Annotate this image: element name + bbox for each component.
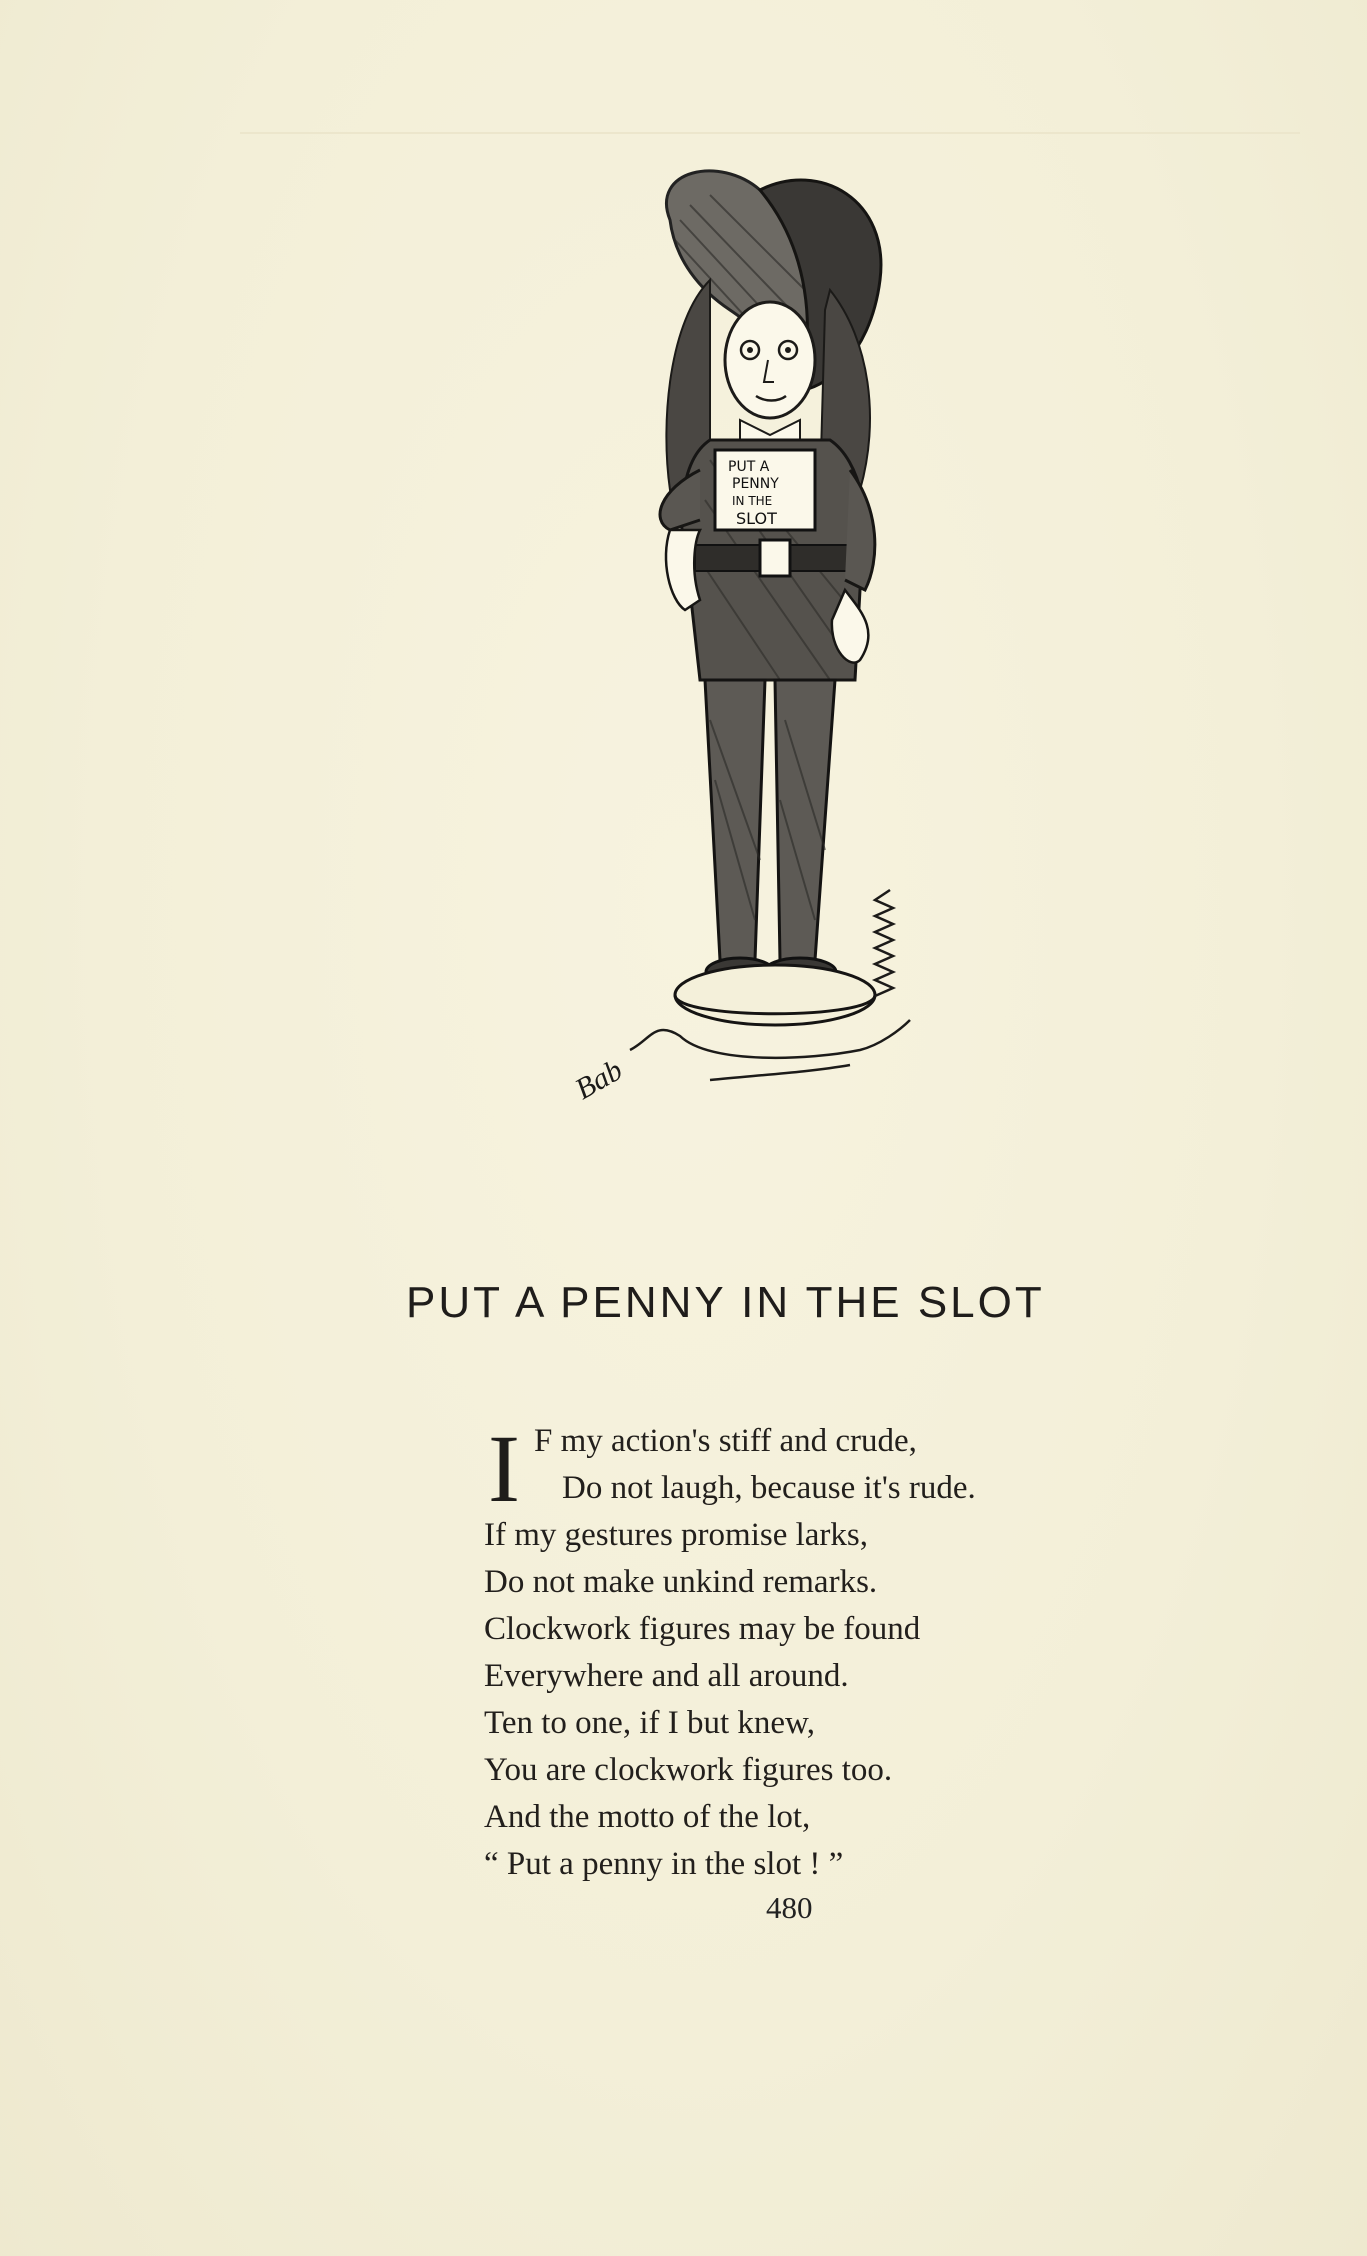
page-number: 480 — [766, 1890, 813, 1925]
poem-body — [484, 1415, 976, 1888]
poem-line-9: And the motto of the lot, — [484, 1799, 811, 1835]
poem-line-10: “ Put a penny in the slot ! ” — [484, 1846, 844, 1882]
poem-title: PUT A PENNY IN THE SLOT — [406, 1278, 1045, 1327]
sign-line-3: IN THE — [732, 494, 773, 508]
poem-line-4: Do not make unkind remarks. — [484, 1564, 878, 1600]
sign-line-1: PUT A — [728, 459, 770, 475]
penny-coin — [675, 965, 875, 1025]
poem-line-5: Clockwork figures may be found — [484, 1611, 921, 1647]
poem-line-2: Do not laugh, because it's rude. — [562, 1470, 976, 1506]
belt-buckle — [760, 540, 790, 576]
poem-line-1: F my action's stiff and crude, — [534, 1423, 917, 1459]
poem-line-7: Ten to one, if I but knew, — [484, 1705, 815, 1741]
poem-line-3: If my gestures promise larks, — [484, 1517, 868, 1553]
poem-line-8: You are clockwork figures too. — [484, 1752, 893, 1788]
poem-line-6: Everywhere and all around. — [484, 1658, 849, 1694]
right-leg — [775, 680, 835, 960]
sign-line-2: PENNY — [732, 476, 779, 492]
left-leg — [705, 680, 765, 960]
clockwork-spring — [875, 890, 893, 996]
clockwork-figure-illustration — [560, 160, 940, 1120]
drop-cap: I — [488, 1415, 520, 1522]
sign-line-4: SLOT — [736, 509, 777, 528]
bleed-through-rule — [240, 132, 1300, 134]
artist-signature: Bab — [569, 1053, 629, 1107]
